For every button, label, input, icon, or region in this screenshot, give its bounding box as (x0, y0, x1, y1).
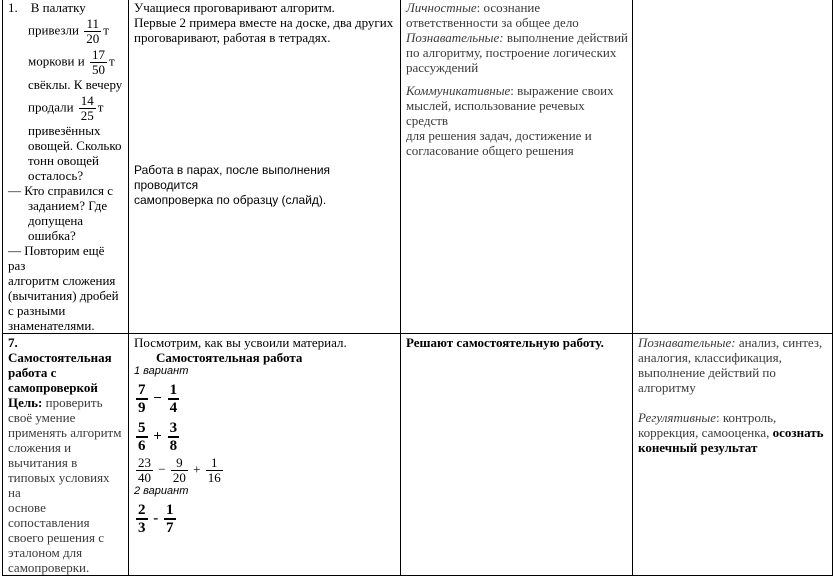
task-cell: 1. В палатку привезли $\frac{11}{20}$ т моркови и $\frac{17}{50}$ т свёклы. К вечеру продали $\frac{14}{25}$ т привезённых овощей. Сколько тонн овощей осталось? — Кто справился с заданием? Где допущена ошибка? — Повторим ещё раз алгоритм сложения (вычитания) дробей с разными знаменателями. (3, 0, 129, 334)
fraction-14-25: $\frac{14}{25}$ (80, 93, 94, 123)
table-row (3, 334, 833, 576)
lesson-table (2, 0, 833, 576)
students-activity-cell: Решают самостоятельную работу. (401, 334, 633, 576)
fraction-17-50: $\frac{17}{50}$ (91, 47, 105, 77)
exercise-3: $\frac{23}{40}$ − $\frac{9}{20}$ + $\frac{1}{16}$ (138, 455, 221, 485)
table-row (3, 0, 833, 334)
students-activity-cell: Учащиеся проговаривают алгоритм. Первые 2 примера вместе на доске, два других проговаривают, работая в тетрадях. Работа в парах, после выполнения проводится самопроверка по образцу (слайд). (129, 0, 401, 334)
uud-cell: Личностные: осознание ответственности за общее дело Познавательные: выполнение действий по алгоритму, построение логических рассуждений Коммуникативные: выражение своих мыслей, использование речевых средств для решения задач, достижение и согласование общего решения (401, 0, 633, 334)
uud-cell: Познавательные: анализ, синтез, аналогия, классификация, выполнение действий по алгоритму Регулятивные: контроль, коррекция, самооценка, осознать конечный результат (633, 334, 833, 576)
exercise-1: $\frac{7}{9}$ − $\frac{1}{4}$ (138, 382, 178, 416)
empty-cell (633, 0, 833, 334)
fraction-11-20: $\frac{11}{20}$ (86, 16, 100, 46)
teacher-activity-cell: Посмотрим, как вы усвоили материал. Самостоятельная работа 1 вариант $\frac{7}{9}$ − $\frac{1}{4}$ $\frac{5}{6}$ + $\frac{3}{8}$ $\frac{23}{40}$ − $\frac{9}{20}$ + $\frac{1}{16}$ 2 вариант $\frac{2}{3}$ - $\frac{1}{7}$ (129, 334, 401, 576)
stage-cell: 7. Самостоятельная работа с самопроверкой Цель: проверить своё умение применять алгоритм сложения и вычитания в типовых условиях на основе сопоставления своего решения с эталоном для самопроверки. (3, 334, 129, 576)
exercise-4: $\frac{2}{3}$ - $\frac{1}{7}$ (138, 502, 174, 536)
exercise-2: $\frac{5}{6}$ + $\frac{3}{8}$ (138, 420, 178, 454)
